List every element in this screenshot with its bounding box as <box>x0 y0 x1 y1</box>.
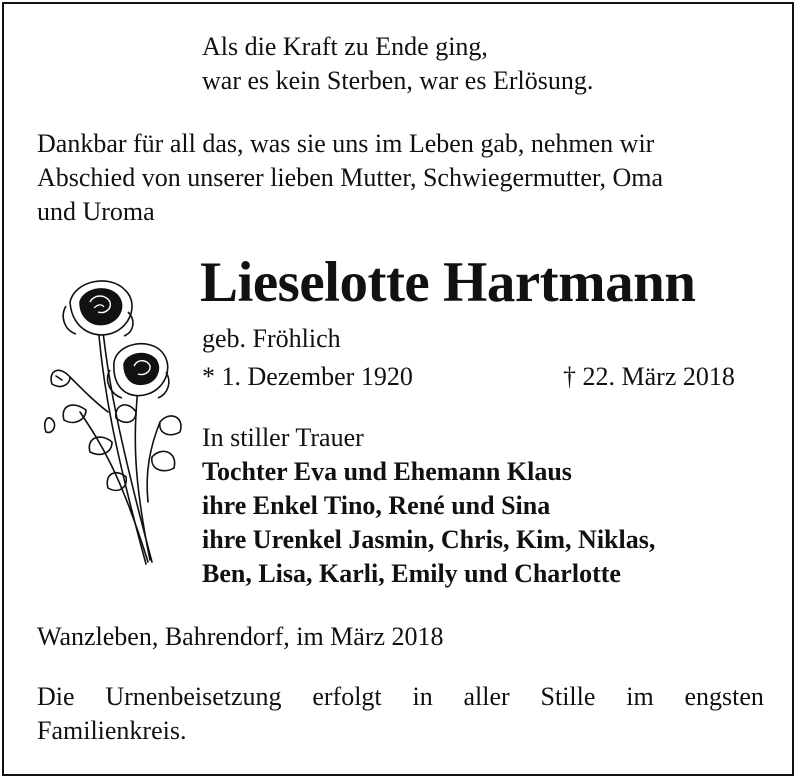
mourners-line: ihre Urenkel Jasmin, Chris, Kim, Niklas, <box>202 525 656 554</box>
burial-line-1 <box>37 680 764 714</box>
burial-line-2: Familienkreis. <box>37 716 187 745</box>
birth-date: * 1. Dezember 1920 <box>202 362 413 391</box>
burial-word: erfolgt <box>312 682 382 711</box>
intro-line-2: Abschied von unserer lieben Mutter, Schwiegermutter, Oma <box>37 163 664 192</box>
burial-word: im <box>626 682 654 711</box>
mourners-line: ihre Enkel Tino, René und Sina <box>202 491 551 520</box>
burial-word: Die <box>37 682 75 711</box>
poem <box>202 30 593 98</box>
intro-line-1: Dankbar für all das, was sie uns im Leben gab, nehmen wir <box>37 129 655 158</box>
burial-word: Urnenbeisetzung <box>105 682 282 711</box>
burial-notice <box>37 680 764 748</box>
mourners-line: Ben, Lisa, Karli, Emily und Charlotte <box>202 559 621 588</box>
poem-line-1: Als die Kraft zu Ende ging, <box>202 32 488 61</box>
burial-word: Stille <box>540 682 596 711</box>
mourners-heading: In stiller Trauer <box>202 423 364 452</box>
place-and-date: Wanzleben, Bahrendorf, im März 2018 <box>37 622 444 651</box>
intro-line-3: und Uroma <box>37 197 155 226</box>
burial-word: aller <box>463 682 510 711</box>
mourners-block <box>202 421 655 591</box>
maiden-name: geb. Fröhlich <box>202 324 341 353</box>
death-date: † 22. März 2018 <box>563 362 735 391</box>
burial-word: engsten <box>684 682 764 711</box>
deceased-name: Lieselotte Hartmann <box>200 251 696 314</box>
intro-text <box>37 127 663 229</box>
poem-line-2: war es kein Sterben, war es Erlösung. <box>202 66 594 95</box>
mourners-line: Tochter Eva und Ehemann Klaus <box>202 457 572 486</box>
rose-bouquet-icon <box>40 272 190 572</box>
burial-word: in <box>412 682 433 711</box>
